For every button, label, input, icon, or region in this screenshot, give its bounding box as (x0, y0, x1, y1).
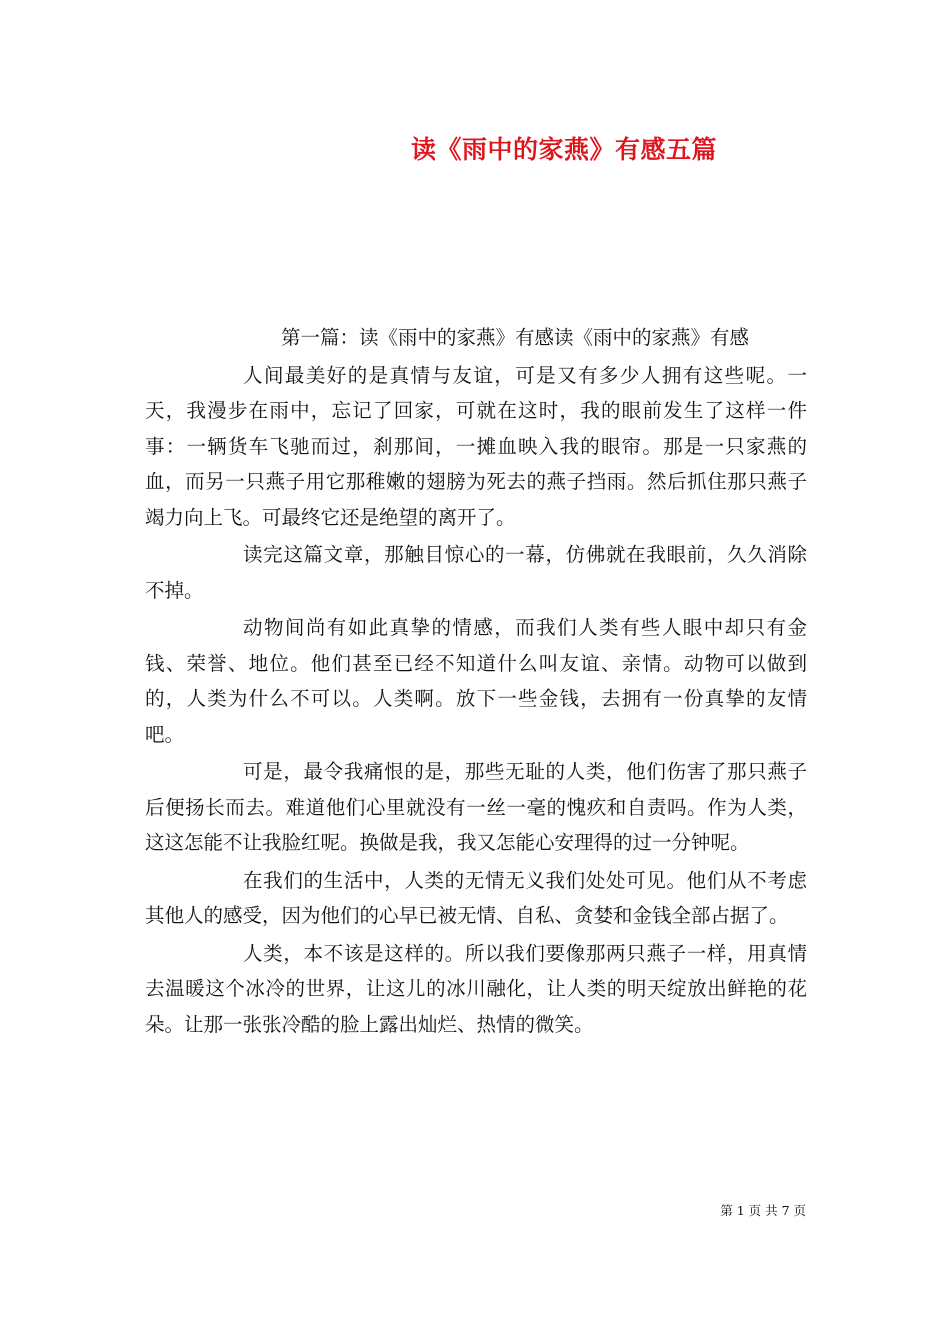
document-title: 读《雨中的家燕》有感五篇 (410, 135, 717, 164)
body-paragraph: 人类，本不该是这样的。所以我们要像那两只燕子一样，用真情去温暖这个冰冷的世界，让这儿的冰川融化，让人类的明天绽放出鲜艳的花朵。让那一张张冷酷的脸上露出灿烂、热情的微笑。 (145, 941, 807, 1036)
body-paragraph: 动物间尚有如此真挚的情感，而我们人类有些人眼中却只有金钱、荣誉、地位。他们甚至已经不知道什么叫友谊、亲情。动物可以做到的，人类为什么不可以。人类啊。放下一些金钱，去拥有一份真挚的友情吧。 (145, 616, 807, 746)
body-paragraph: 读完这篇文章，那触目惊心的一幕，仿佛就在我眼前，久久消除不掉。 (145, 543, 807, 602)
page-footer: 第 1 页 共 7 页 (720, 1203, 806, 1218)
document-body (145, 320, 807, 1042)
body-paragraph: 在我们的生活中，人类的无情无义我们处处可见。他们从不考虑其他人的感受，因为他们的心早已被无情、自私、贪婪和金钱全部占据了。 (145, 868, 807, 927)
body-paragraph: 可是，最令我痛恨的是，那些无耻的人类，他们伤害了那只燕子后便扬长而去。难道他们心里就没有一丝一毫的愧疚和自责吗。作为人类，这这怎能不让我脸红呢。换做是我，我又怎能心安理得的过一分钟呢。 (145, 760, 807, 854)
section-heading: 第一篇：读《雨中的家燕》有感读《雨中的家燕》有感 (281, 326, 750, 349)
body-paragraph: 人间最美好的是真情与友谊，可是又有多少人拥有这些呢。一天，我漫步在雨中，忘记了回家，可就在这时，我的眼前发生了这样一件事：一辆货车飞驰而过，刹那间，一摊血映入我的眼帘。那是一只家燕的血，而另一只燕子用它那稚嫩的翅膀为死去的燕子挡雨。然后抓住那只燕子竭力向上飞。可最终它还是绝望的离开了。 (145, 363, 807, 529)
